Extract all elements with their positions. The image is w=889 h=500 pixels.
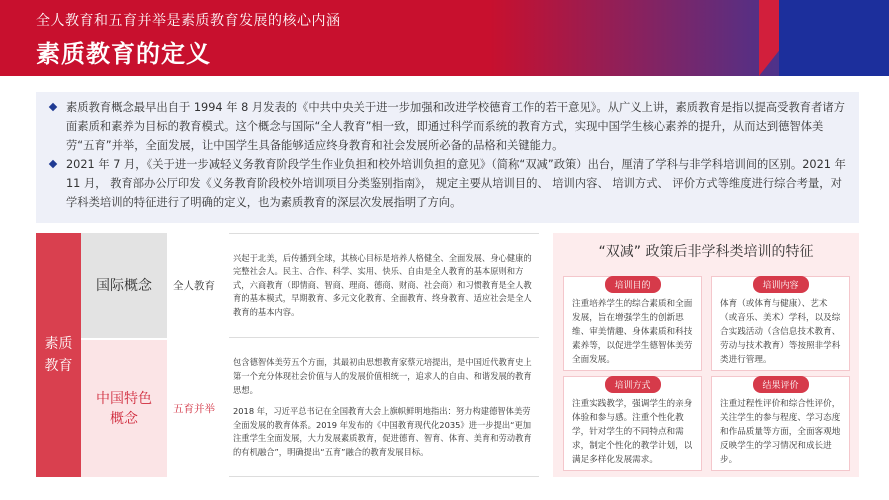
term-cell xyxy=(167,340,221,477)
description-text: 2018 年，习近平总书记在全国教育大会上旗帜鲜明地指出：努力构建德智体美劳全面发展的教育体系。2019 年发布的《中国教育现代化2035》进一步提出“更加注重学生全面发展，大力发展素质教育，促进德育、智育、体育、美育和劳动教育的有机融合”，明确提出“五育”融合的教育发展目标。 xyxy=(233,406,532,457)
intro-bullet-text: 素质教育概念最早出自于 1994 年 8 月发表的《中共中央关于进一步加强和改进学校德育工作的若干意见》。从广义上讲，素质教育是指以提高受教育者诸方面素质和素养为目标的教育模式。这个概念与国际“全人教育”相一致，即通过科学而系统的教育方式，实现中国学生核心素养的提升，从而达到德智体美劳“五育”并举，全面发展，让中国学生具备能够适应终身教育和社会发展所必备的品格和关键能力。 xyxy=(66,101,845,152)
feature-text: 注重实践教学，强调学生的亲身体验和参与感。注重个性化教学，针对学生的不同特点和需求，制定个性化的教学计划，以满足多样化发展需求。 xyxy=(572,399,693,465)
table-row xyxy=(81,340,542,477)
feature-text: 体育（或体育与健康）、艺术（或音乐、美术）学科，以及综合实践活动（含信息技术教育、劳动与技术教育）等按照非学科类进行管理。 xyxy=(720,299,841,365)
header-banner xyxy=(0,0,889,76)
page-title: 素质教育的定义 xyxy=(36,40,211,68)
concept-cell xyxy=(81,233,167,338)
term-cell xyxy=(167,233,221,338)
panel-title: “双减” 政策后非学科类培训的特征 xyxy=(598,244,814,260)
term-label: 全人教育 xyxy=(173,280,215,292)
feature-card xyxy=(563,376,702,471)
category-cell xyxy=(36,233,81,477)
category-label: 素质 教育 xyxy=(44,336,73,374)
header-decoration xyxy=(779,0,889,76)
intro-bullet xyxy=(50,155,847,212)
feature-text: 注重培养学生的综合素质和全面发展，旨在增强学生的创新思维、审美情趣、身体素质和科技素养等，以促进学生德智体美劳全面发展。 xyxy=(572,299,693,365)
description-cell xyxy=(229,233,539,338)
diamond-bullet-icon xyxy=(49,103,57,111)
description-text: 包含德智体美劳五个方面，其最初由思想教育家蔡元培提出，是中国近代教育史上第一个充分体现社会价值与人的发展价值相统一，追求人的自由、和谐发展的教育思想。 xyxy=(233,357,532,395)
features-panel xyxy=(553,233,859,477)
intro-bullet-text: 2021 年 7 月，《关于进一步减轻义务教育阶段学生作业负担和校外培训负担的意见》（简称“双减”政策）出台，厘清了学科与非学科培训间的区别。2021 年 11 月， 教育部办公厅印发《义务教育阶段校外培训项目分类鉴别指南》， 规定主要从培训目的、 培训内容、 培训方式、 评价方式等维度进行综合考量，对学科类培训的特征进行了明确的定义，也为素质教育的深层次发展指明了方向。 xyxy=(66,158,846,209)
feature-tag: 结果评价 xyxy=(752,376,808,393)
table-row xyxy=(81,233,542,338)
page-subtitle: 全人教育和五育并举是素质教育发展的核心内涵 xyxy=(36,13,341,29)
concept-label: 国际概念 xyxy=(96,277,152,294)
feature-tag: 培训方式 xyxy=(604,376,660,393)
description-text: 兴起于北美，后传播到全球，其核心目标是培养人格健全、全面发展、身心健康的完整社会人。民主、合作、科学、实用、快乐、自由是全人教育的基本原则和方式，六商教育（即情商、智商、理商、德商、财商、社会商）和习惯教育是全人教育的基本模式，早期教育、多元文化教育、全面教育、终身教育、适应社会是全人教育的基本内容。 xyxy=(233,252,532,317)
feature-tag: 培训内容 xyxy=(752,276,808,293)
intro-bullet xyxy=(50,98,847,155)
term-label: 五育并举 xyxy=(173,403,215,415)
description-cell xyxy=(229,340,539,477)
feature-card xyxy=(711,376,850,471)
concept-table xyxy=(36,233,542,477)
concept-cell xyxy=(81,340,167,477)
feature-card xyxy=(711,276,850,371)
diamond-bullet-icon xyxy=(49,160,57,168)
feature-tag: 培训目的 xyxy=(604,276,660,293)
feature-text: 注重过程性评价和综合性评价，关注学生的参与程度、学习态度和作品质量等方面，全面客观地反映学生的学习情况和成长进步。 xyxy=(720,399,841,465)
concept-label: 中国特色 概念 xyxy=(96,390,152,427)
intro-box xyxy=(36,92,859,223)
feature-card xyxy=(563,276,702,371)
